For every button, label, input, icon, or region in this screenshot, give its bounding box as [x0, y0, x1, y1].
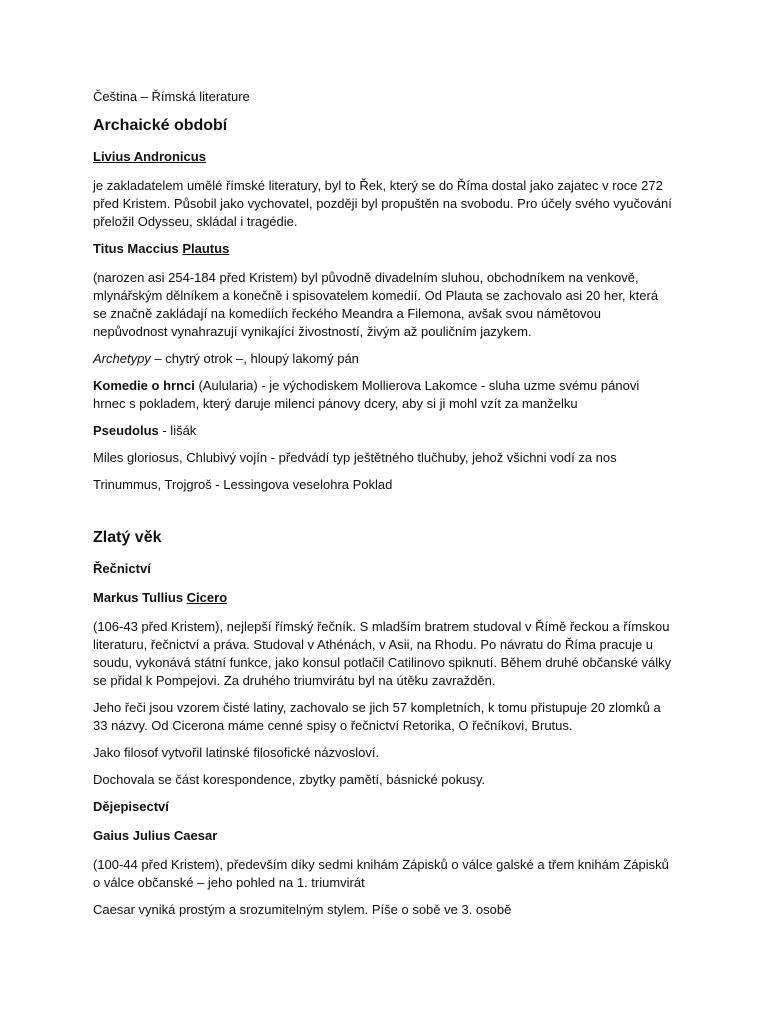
livius-heading: [93, 148, 674, 166]
cicero-paragraph-4: Dochovala se část korespondence, zbytky pamětí, básnické pokusy.: [93, 772, 486, 787]
cicero-name: Cicero: [186, 590, 228, 605]
komedie-paragraph: [93, 377, 674, 413]
pseudolus-paragraph: [93, 422, 674, 440]
section-spacer: [93, 503, 674, 528]
caesar-paragraph-2: Caesar vyniká prostým a srozumitelným stylem. Píše o sobě ve 3. osobě: [93, 902, 512, 917]
livius-name: Livius Andronicus: [93, 149, 206, 164]
heading-golden-age: Zlatý věk: [93, 529, 162, 546]
miles-paragraph: Miles gloriosus, Chlubivý vojín - předvádí typ ještětného tlučhuby, jehož všichni vodí za nos: [93, 450, 617, 465]
caesar-paragraph-1: (100-44 před Kristem), především díky sedmi knihám Zápisků o válce galské a třem knihám Zápisků o válce občanské – jeho pohled na 1. triumvirát: [93, 857, 669, 890]
cicero-heading: [93, 589, 674, 607]
pseudolus-text: - lišák: [158, 423, 197, 438]
trinummus-paragraph: Trinummus, Trojgroš - Lessingova veselohra Poklad: [93, 477, 393, 492]
plautus-heading: [93, 240, 674, 258]
cicero-paragraph-3: Jako filosof vytvořil latinské filosofické názvosloví.: [93, 745, 380, 760]
livius-paragraph: je zakladatelem umělé římské literatury, byl to Řek, který se do Říma dostal jako zajatec v roce 272 před Kristem. Působil jako vychovatel, později byl propuštěn na svobodu. Pro účely svého vyučování přeložil Odysseu, skládal i tragédie.: [93, 178, 672, 229]
komedie-text: (Aulularia) - je východiskem Mollierova Lakomce - sluha uzme svému pánovi hrnec s pokladem, který daruje milenci pánovy dcery, aby si ji mohl vzít za manželku: [93, 378, 640, 411]
caesar-heading: Gaius Julius Caesar: [93, 828, 218, 843]
pseudolus-label: Pseudolus: [93, 423, 159, 438]
plautus-name: Plautus: [182, 241, 230, 256]
archetypy-text: – chytrý otrok –, hloupý lakomý pán: [150, 351, 359, 366]
plautus-paragraph: (narozen asi 254-184 před Kristem) byl původně divadelním sluhou, obchodníkem na venkově, mlynářským dělníkem a konečně i spisovatelem komedií. Od Plauta se zachovalo asi 20 her, která se značně zakládají na komediích řeckého Meandra a Filemona, avšak svou námětovou nepůvodnost vynahrazují vynikající živostností, živým až pouličním jazykem.: [93, 270, 659, 339]
document-title: Čeština – Římská literature: [93, 89, 250, 104]
archetypy-paragraph: [93, 350, 674, 368]
komedie-label: Komedie o hrnci: [93, 378, 195, 393]
recnictvi-label: Řečnictví: [93, 561, 151, 576]
cicero-paragraph-1: (106-43 před Kristem), nejlepší římský řečník. S mladším bratrem studoval v Římě řeckou a římskou literaturu, řečnictví a práva. Studoval v Athénách, v Asii, na Rhodu. Po návratu do Říma pracuje u soudu, vykonává státní funkce, jako konsul potlačil Catilinovo spiknutí. Během druhé občanské války se přidal k Pompejovi. Za druhého triumvirátu byl na útěku zavražděn.: [93, 619, 672, 688]
heading-archaic-period: Archaické období: [93, 117, 228, 134]
archetypy-label: Archetypy: [93, 351, 151, 366]
cicero-prefix: Markus Tullius: [93, 590, 187, 605]
cicero-paragraph-2: Jeho řeči jsou vzorem čisté latiny, zachovalo se jich 57 kompletních, k tomu přistupuje 20 zlomků a 33 názvy. Od Cicerona máme cenné spisy o řečnictví Retorika, O řečníkovi, Brutus.: [93, 700, 661, 733]
dejepisectvi-label: Dějepisectví: [93, 799, 169, 814]
plautus-prefix: Titus Maccius: [93, 241, 183, 256]
